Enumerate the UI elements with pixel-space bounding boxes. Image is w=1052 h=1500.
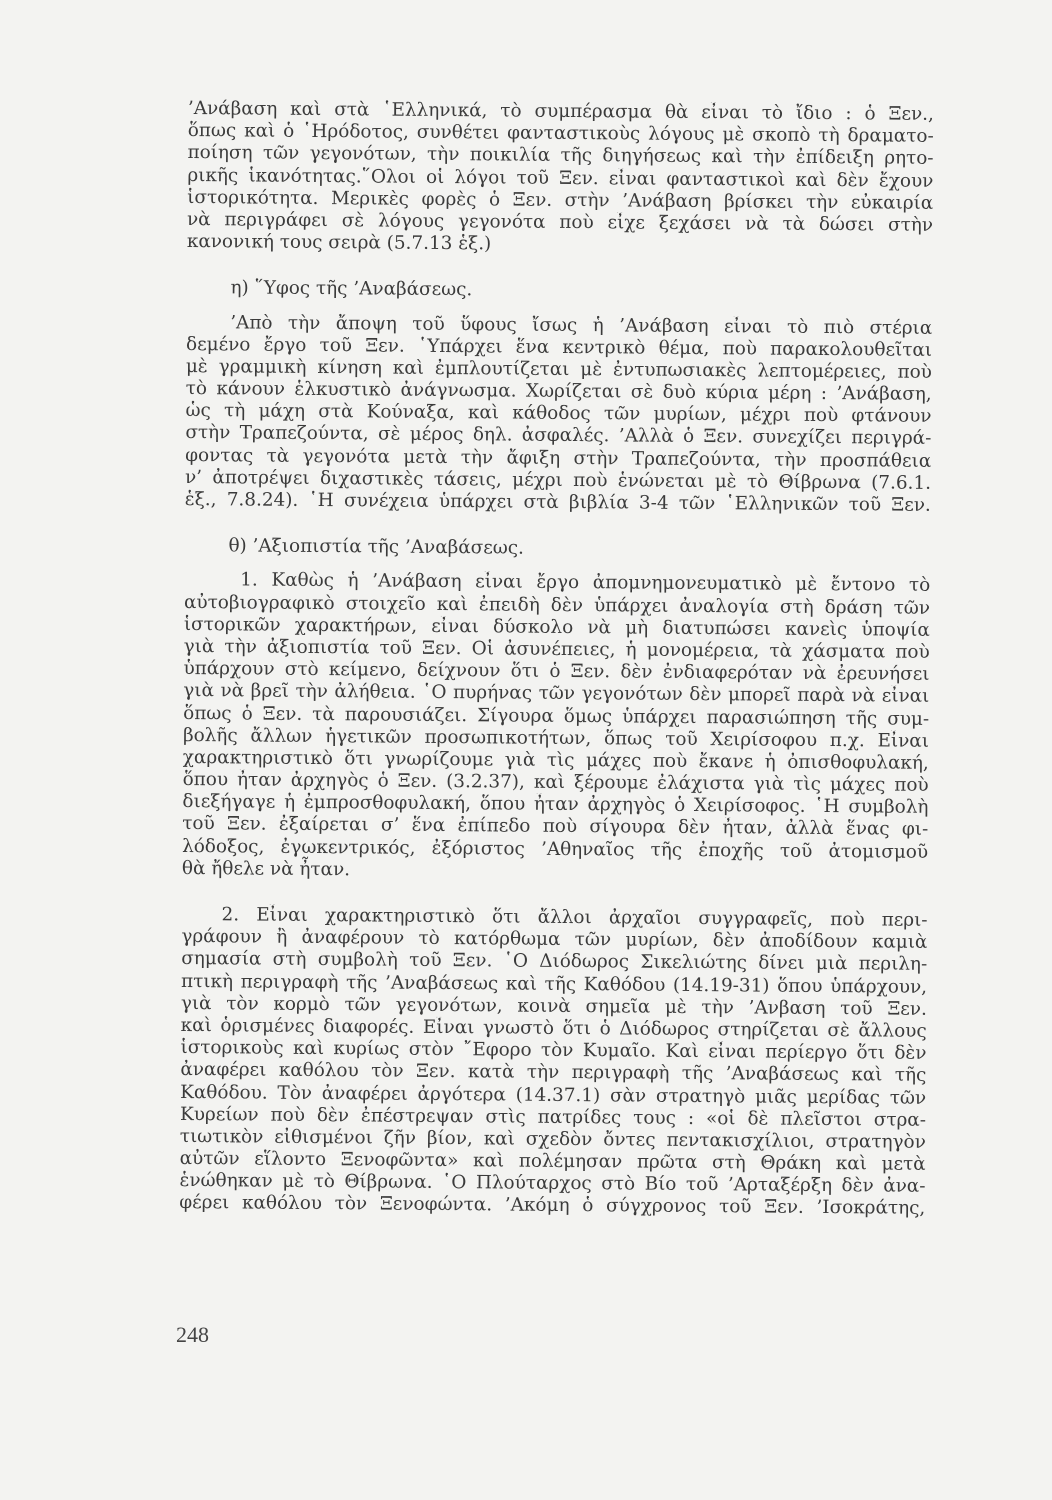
text-line: διεξήγαγε ἡ ἐμπροσθοφυλακή, ὅπου ἦταν ἀρχηγὸς ὁ Χειρίσοφος. ῾Η συμβολὴ xyxy=(182,791,929,819)
text-line: ’Απὸ τὴν ἄποψη τοῦ ὕφους ἴσως ἡ ’Ανάβαση εἶναι τὸ πιὸ στέρια xyxy=(230,311,933,339)
text-line: δεμένο ἔργο τοῦ Ξεν. ῾Υπάρχει ἕνα κεντρικὸ θέμα, ποὺ παρακολουθεῖται xyxy=(185,333,933,361)
text-line: ἀναφέρει καθόλου τὸν Ξεν. κατὰ τὴν περιγραφὴ τῆς ’Αναβάσεως καὶ τῆς xyxy=(180,1059,927,1087)
text-line: ἱστορικότητα. Μερικὲς φορὲς ὁ Ξεν. στὴν ’Ανάβαση βρίσκει τὴν εὐκαιρία xyxy=(187,186,934,214)
text-line: ὑπάρχουν στὸ κείμενο, δείχνουν ὅτι ὁ Ξεν. δὲν ἐνδιαφερόταν νὰ ἐρευνήσει xyxy=(183,658,930,685)
text-line: καὶ ὁρισμένες διαφορές. Εἶναι γνωστὸ ὅτι ὁ Διόδωρος στηρίζεται σὲ ἄλλους xyxy=(180,1014,927,1042)
paragraph-intro xyxy=(187,98,934,259)
text-line: 1. Καθὼς ἡ ’Ανάβαση εἶναι ἔργο ἀπομνημονευματικὸ μὲ ἔντονο τὸ xyxy=(240,569,931,597)
text-line: πτικὴ περιγραφὴ τῆς ’Αναβάσεως καὶ τῆς Καθόδου (14.19-31) ὅπου ὑπάρχουν, xyxy=(180,970,928,998)
text-line: ἱστορικοὺς καὶ κυρίως στὸν ῎Εφορο τὸν Κυμαῖο. Καὶ εἶναι περίεργο ὅτι δὲν xyxy=(180,1037,927,1064)
text-line: νὰ περιγράφει σὲ λόγους γεγονότα ποὺ εἶχε ξεχάσει νὰ τὰ δώσει στὴν xyxy=(186,208,934,236)
text-line: θὰ ἤθελε νὰ ἦταν. xyxy=(181,857,351,881)
page-number: 248 xyxy=(176,1322,209,1347)
text-line: ὅπως καὶ ὁ ῾Ηρόδοτος, συνθέτει φανταστικοὺς λόγους μὲ σκοπὸ τὴ δραματο- xyxy=(187,120,934,148)
text-line: τιωτικὸν εἰθισμένοι ζῆν βίον, καὶ σχεδὸν ὄντες πεντακισχίλιοι, στρατηγὸν xyxy=(179,1125,926,1153)
text-line: χαρακτηριστικὸ ὅτι γνωρίζουμε γιὰ τὶς μάχες ποὺ ἔκανε ἡ ὀπισθοφυλακή, xyxy=(182,746,929,774)
text-line: στὴν Τραπεζούντα, σὲ μέρος δηλ. ἀσφαλές. ’Αλλὰ ὁ Ξεν. συνεχίζει περιγρά- xyxy=(185,422,932,450)
paragraph-style xyxy=(185,311,933,517)
text-line: ἑνώθηκαν μὲ τὸ Θίβρωνα. ῾Ο Πλούταρχος στὸ Βίο τοῦ ’Αρταξέρξη δὲν ἀνα- xyxy=(179,1170,926,1198)
text-line: αὐτῶν εἵλοντο Ξενοφῶντα» καὶ πολέμησαν πρῶτα στὴ Θράκη καὶ μετὰ xyxy=(179,1148,926,1175)
paragraph-credibility-2 xyxy=(179,904,927,1220)
paragraph-credibility-1 xyxy=(182,569,930,885)
text-line: Κυρείων ποὺ δὲν ἐπέστρεψαν στὶς πατρίδες τους : «οἱ δὲ πλεῖστοι στρα- xyxy=(179,1103,927,1131)
text-line: γράφουν ἢ ἀναφέρουν τὸ κατόρθωμα τῶν μυρίων, δὲν ἀποδίδουν καμιὰ xyxy=(181,926,928,954)
text-line: ὅπου ἦταν ἀρχηγὸς ὁ Ξεν. (3.2.37), καὶ ξέρουμε ἐλάχιστα γιὰ τὶς μάχες ποὺ xyxy=(182,769,929,796)
text-line: γιὰ τὴν ἀξιοπιστία τοῦ Ξεν. Οἱ ἀσυνέπειες, ἡ μονομέρεια, τὰ χάσματα ποὺ xyxy=(183,635,930,663)
text-line: γιὰ νὰ βρεῖ τὴν ἀλήθεια. ῾Ο πυρήνας τῶν γεγονότων δὲν μπορεῖ παρὰ νὰ εἶναι xyxy=(183,680,930,708)
text-line: 2. Εἶναι χαρακτηριστικὸ ὅτι ἄλλοι ἀρχαῖοι συγγραφεῖς, ποὺ περι- xyxy=(221,904,928,931)
text-line: ρικῆς ἱκανότητας.῞Ολοι οἱ λόγοι τοῦ Ξεν. εἶναι φανταστικοὶ καὶ δὲν ἔχουν xyxy=(187,164,934,192)
text-line: ποίηση τῶν γεγονότων, τὴν ποικιλία τῆς διηγήσεως καὶ τὴν ἐπίδειξη ρητο- xyxy=(187,142,934,170)
text-line: Καθόδου. Τὸν ἀναφέρει ἀργότερα (14.37.1) σὰν στρατηγὸ μιᾶς μερίδας τῶν xyxy=(180,1081,927,1109)
text-line: μὲ γραμμικὴ κίνηση καὶ ἐμπλουτίζεται μὲ ἐντυπωσιακὲς λεπτομέρειες, ποὺ xyxy=(185,355,932,383)
text-line: αὐτοβιογραφικὸ στοιχεῖο καὶ ἐπειδὴ δὲν ὑπάρχει ἀναλογία στὴ δράση τῶν xyxy=(183,591,931,619)
text-line: τοῦ Ξεν. ἐξαίρεται σ’ ἕνα ἐπίπεδο ποὺ σίγουρα δὲν ἦταν, ἀλλὰ ἕνας φι- xyxy=(182,813,929,841)
text-line: φέρει καθόλου τὸν Ξενοφώντα. ’Ακόμη ὁ σύγχρονος τοῦ Ξεν. ’Ισοκράτης, xyxy=(179,1192,926,1220)
text-line: ἑξ., 7.8.24). ῾Η συνέχεια ὑπάρχει στὰ βιβλία 3-4 τῶν ῾Ελληνικῶν τοῦ Ξεν. xyxy=(184,488,931,516)
text-line: ὡς τὴ μάχη στὰ Κούναξα, καὶ κάθοδος τῶν μυρίων, μέχρι ποὺ φτάνουν xyxy=(185,400,932,428)
text-line: γιὰ τὸν κορμὸ τῶν γεγονότων, κοινὰ σημεῖα μὲ τὴν ’Ανβαση τοῦ Ξεν. xyxy=(180,992,927,1020)
text-line: φοντας τὰ γεγονότα μετὰ τὴν ἄφιξη στὴν Τραπεζούντα, τὴν προσπάθεια xyxy=(185,444,932,472)
text-line: τὸ κάνουν ἑλκυστικὸ ἀνάγνωσμα. Χωρίζεται σὲ δυὸ κύρια μέρη : ’Ανάβαση, xyxy=(185,378,932,405)
text-line: κανονική τους σειρὰ (5.7.13 ἑξ.) xyxy=(186,231,492,255)
text-line: ὅπως ὁ Ξεν. τὰ παρουσιάζει. Σίγουρα ὅμως ὑπάρχει παρασιώπηση τῆς συμ- xyxy=(183,702,930,730)
text-line: ’Ανάβαση καὶ στὰ ῾Ελληνικά, τὸ συμπέρασμα θὰ εἶναι τὸ ἴδιο : ὁ Ξεν., xyxy=(187,98,934,125)
text-line: λόδοξος, ἐγωκεντρικός, ἐξόριστος ’Αθηναῖος τῆς ἐποχῆς τοῦ ἀτομισμοῦ xyxy=(182,835,929,863)
text-line: σημασία στὴ συμβολὴ τοῦ Ξεν. ῾Ο Διόδωρος Σικελιώτης δίνει μιὰ περιλη- xyxy=(181,948,928,976)
text-line: ἱστορικῶν χαρακτήρων, εἶναι δύσκολο νὰ μὴ διατυπώσει κανεὶς ὑποψία xyxy=(183,613,930,641)
section-heading-theta: θ) ’Αξιοπιστία τῆς ’Αναβάσεως. xyxy=(228,535,525,559)
text-line: ν’ ἀποτρέψει διχαστικὲς τάσεις, μέχρι ποὺ ἑνώνεται μὲ τὸ Θίβρωνα (7.6.1. xyxy=(184,466,932,494)
text-block xyxy=(179,98,934,1220)
text-line: βολῆς ἄλλων ἡγετικῶν προσωπικοτήτων, ὅπως τοῦ Χειρίσοφου π.χ. Εἶναι xyxy=(182,724,930,752)
section-heading-eta: η) ῞Υφος τῆς ’Αναβάσεως. xyxy=(230,277,473,301)
